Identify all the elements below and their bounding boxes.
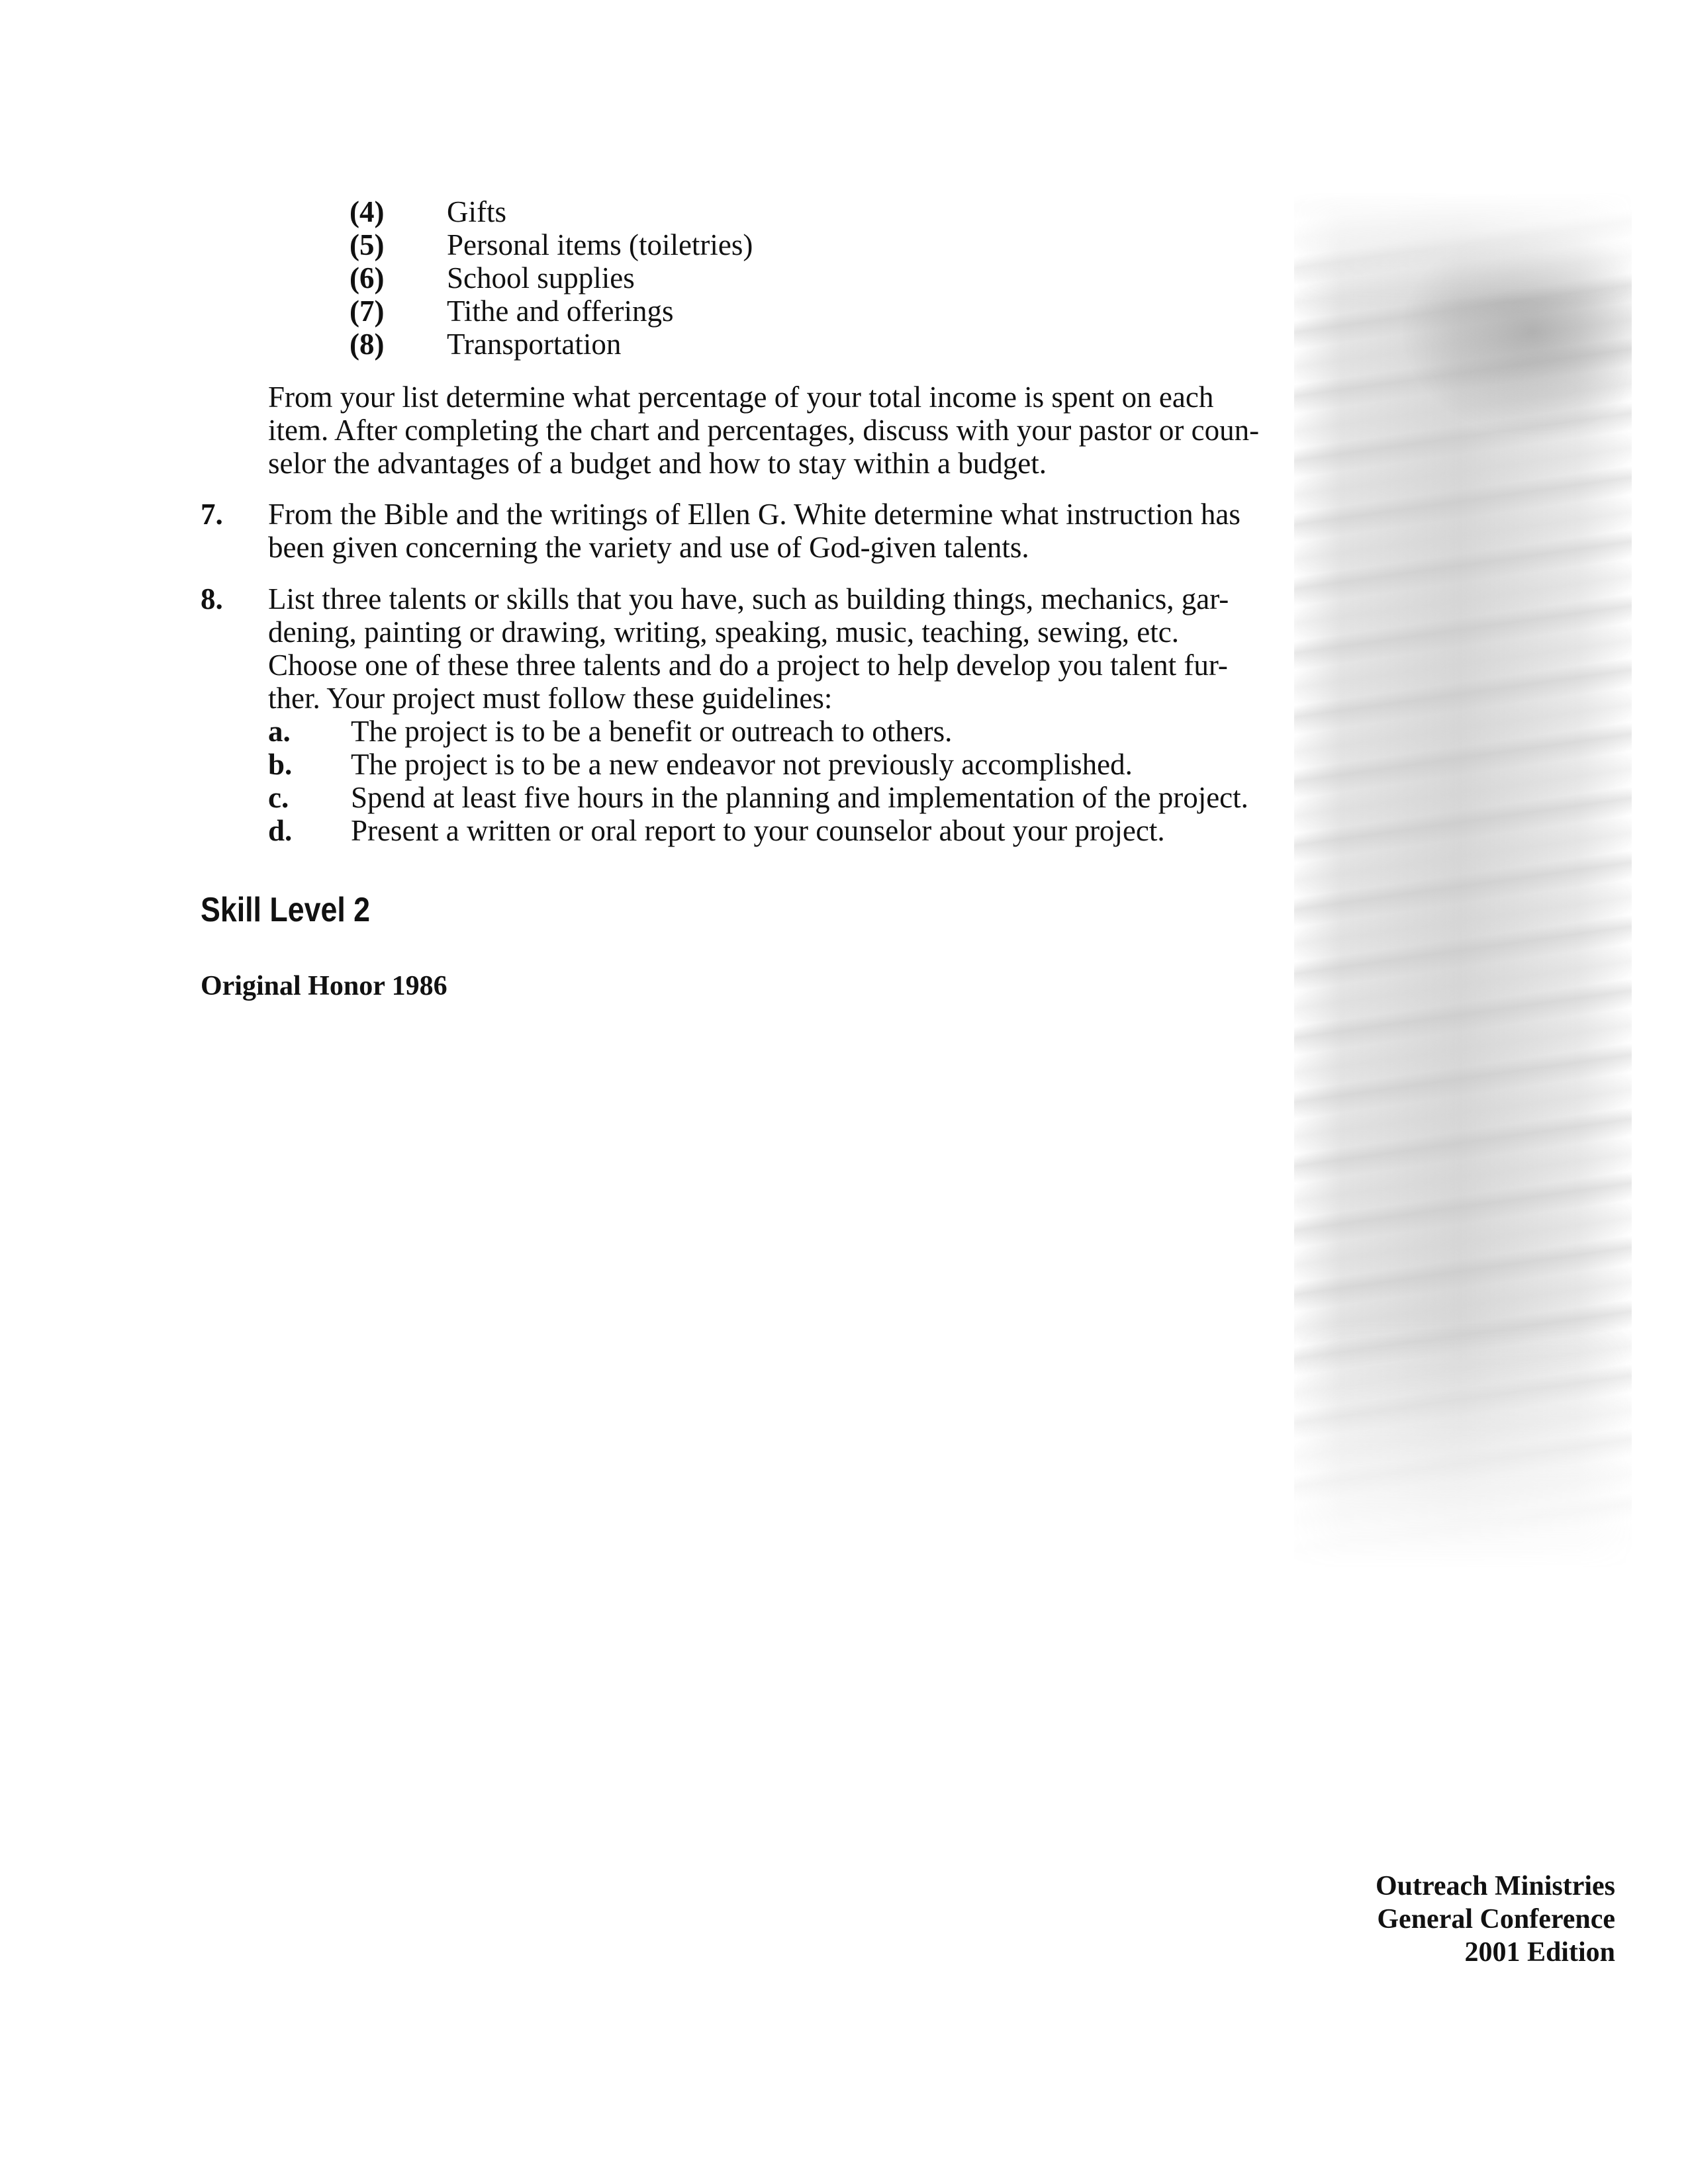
paragraph-line: List three talents or skills that you have, such as building things, mechanics, gar- — [268, 582, 1229, 615]
list-item-text: Tithe and offerings — [447, 295, 674, 328]
list-item-number: (4) — [350, 195, 385, 228]
footer-line: General Conference — [1377, 1904, 1615, 1934]
item-number-8: 8. — [201, 582, 223, 615]
list-item-number: (5) — [350, 228, 385, 261]
paragraph-line: From your list determine what percentage of your total income is spent on each — [268, 381, 1214, 414]
paragraph-line: ther. Your project must follow these guidelines: — [268, 682, 833, 715]
footer-line: 2001 Edition — [1464, 1937, 1615, 1968]
guideline-text: The project is to be a benefit or outreach to others. — [351, 715, 953, 748]
decorative-texture-strip — [1294, 192, 1632, 1569]
footer-line: Outreach Ministries — [1375, 1871, 1615, 1901]
paragraph-line: item. After completing the chart and percentages, discuss with your pastor or coun- — [268, 414, 1260, 447]
paragraph-line: Choose one of these three talents and do a project to help develop you talent fur- — [268, 649, 1228, 682]
paragraph-line: been given concerning the variety and use of God-given talents. — [268, 531, 1029, 564]
item-8-text — [268, 582, 1301, 715]
list-item-text: Personal items (toiletries) — [447, 228, 753, 261]
guideline-letter: b. — [268, 748, 293, 781]
section-heading: Skill Level 2 — [201, 891, 371, 929]
paragraph-line: From the Bible and the writings of Ellen G. White determine what instruction has — [268, 498, 1241, 531]
list-item-text: School supplies — [447, 261, 635, 295]
paragraph-line: dening, painting or drawing, writing, speaking, music, teaching, sewing, etc. — [268, 615, 1179, 649]
budget-paragraph — [268, 381, 1301, 480]
guideline-text: Present a written or oral report to your counselor about your project. — [351, 814, 1165, 847]
list-item-text: Gifts — [447, 195, 506, 228]
guideline-letter: d. — [268, 814, 293, 847]
item-number-7: 7. — [201, 498, 223, 531]
list-item-number: (8) — [350, 328, 385, 361]
guideline-letter: c. — [268, 781, 289, 814]
guideline-text: The project is to be a new endeavor not previously accomplished. — [351, 748, 1133, 781]
list-item-text: Transportation — [447, 328, 622, 361]
guideline-letter: a. — [268, 715, 291, 748]
paragraph-line: selor the advantages of a budget and how to stay within a budget. — [268, 447, 1047, 480]
footer-credits — [1376, 1870, 1615, 1969]
original-honor-note: Original Honor 1986 — [201, 971, 447, 1001]
list-item-number: (6) — [350, 261, 385, 295]
list-item-number: (7) — [350, 295, 385, 328]
item-7-text — [268, 498, 1301, 564]
guideline-text: Spend at least five hours in the planning and implementation of the project. — [351, 781, 1248, 814]
